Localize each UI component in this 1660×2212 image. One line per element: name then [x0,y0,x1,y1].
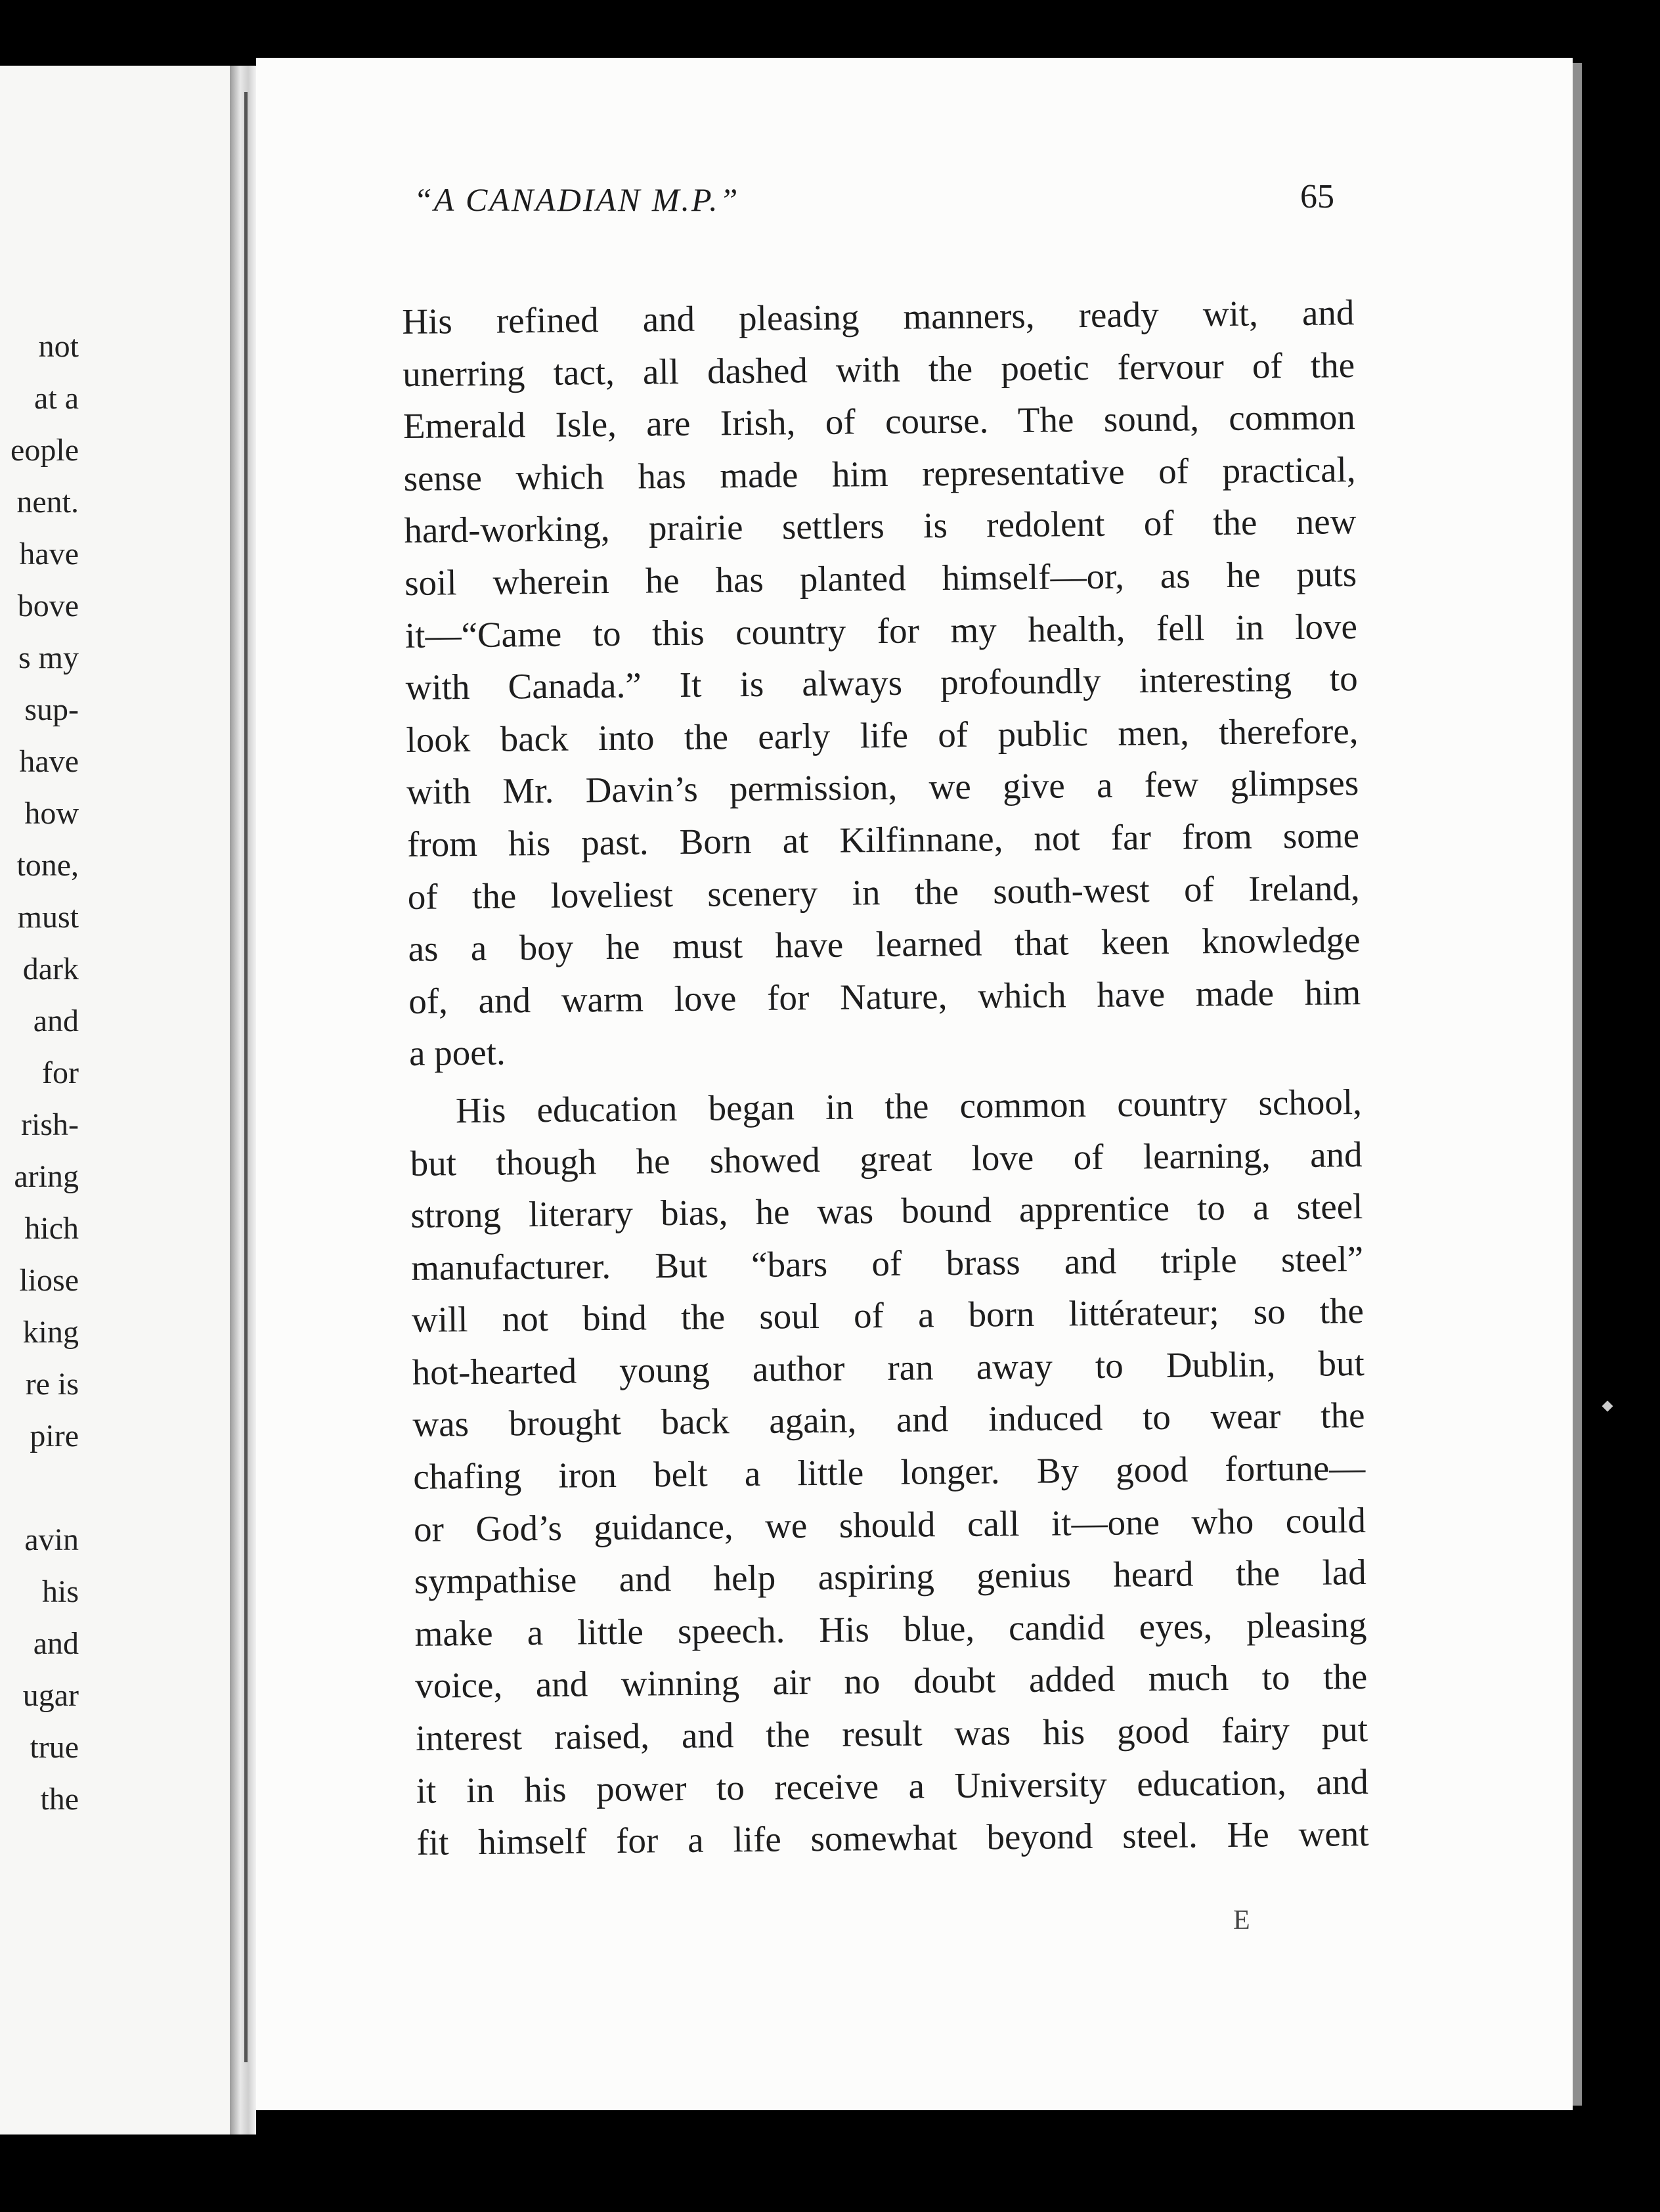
left-page-line: not [38,329,79,364]
left-page-line: liose [19,1263,79,1298]
text-line: sympathise and help aspiring genius heard the lad [414,1552,1367,1602]
text-line: His refined and pleasing manners, ready wit, and [402,292,1355,342]
text-line: strong literary bias, he was bound apprentice to a steel [410,1186,1363,1236]
text-line: it in his power to receive a University education, and [416,1761,1369,1811]
running-head: “A CANADIAN M.P.” [414,181,740,218]
text-line: look back into the early life of public men, therefore, [406,710,1359,760]
text-line: sense which has made him representative of practical, [403,449,1356,498]
text-line: it—“Came to this country for my health, fell in love [404,606,1358,655]
left-page-line: at a [34,381,79,416]
text-line: of the loveliest scenery in the south-west of Ireland, [407,867,1361,917]
left-page-line: the [40,1782,79,1817]
left-page-line: rish- [21,1107,79,1142]
text-line: His education began in the common country school, [455,1081,1363,1131]
text-line: of, and warm love for Nature, which have made him [408,971,1361,1021]
left-page-line: eople [11,433,79,468]
body-text [402,286,1369,1869]
left-page-line: his [41,1574,79,1609]
gutter-shadow-line [244,92,248,2062]
page-number: 65 [1300,178,1334,215]
text-line: soil wherein he has planted himself—or, as he puts [404,554,1357,603]
book-gutter [230,66,256,2135]
text-line: was brought back again, and induced to wear the [412,1395,1365,1445]
left-page-line: king [22,1315,79,1350]
text-line: with Mr. Davin’s permission, we give a few glimpses [406,763,1359,812]
left-page-line: sup- [24,692,79,727]
left-page-line: pire [30,1419,79,1453]
left-page-line: have [19,744,79,779]
left-page-line: tone, [16,848,79,883]
signature-mark: E [1233,1905,1250,1936]
left-page-line: re is [25,1367,79,1402]
text-line: hard-working, prairie settlers is redolent of the new [404,501,1357,551]
text-line: make a little speech. His blue, candid eyes, pleasing [414,1604,1367,1654]
left-page-line: have [19,537,79,571]
text-line: or God’s guidance, we should call it—one who could [413,1499,1366,1549]
left-page-line: how [24,796,79,831]
text-line: with Canada.” It is always profoundly interesting to [405,658,1358,708]
left-page-line: and [33,1004,79,1038]
text-line: but though he showed great love of learning, and [410,1134,1363,1183]
text-line: interest raised, and the result was his good fairy put [415,1709,1368,1758]
left-page-line: and [33,1626,79,1661]
text-line: from his past. Born at Kilfinnane, not far from some [406,814,1360,864]
text-line: fit himself for a life somewhat beyond steel. He went [416,1813,1369,1863]
left-page-line: bove [17,588,79,623]
text-line: voice, and winning air no doubt added much to the [415,1656,1368,1706]
left-page-line: nent. [16,485,79,520]
left-page-line: ugar [22,1678,79,1713]
left-page-line: hich [24,1211,79,1246]
left-page-line: true [30,1730,79,1765]
left-page-line: must [17,900,79,935]
text-line: will not bind the soul of a born littérateur; so the [411,1291,1365,1340]
left-page-line: avin [24,1522,79,1557]
text-line: a poet. [408,1032,506,1074]
page-edge-shadow [1573,63,1582,2106]
text-line: unerring tact, all dashed with the poetic fervour of the [402,344,1355,394]
left-page-line: s my [18,640,79,675]
left-page-line: dark [22,952,79,986]
left-page-line: for [42,1055,79,1090]
text-line: chafing iron belt a little longer. By good fortune— [412,1448,1366,1497]
scan-speck [1602,1401,1613,1412]
left-page-line: aring [14,1159,79,1194]
left-facing-page [0,66,230,2135]
text-line: as a boy he must have learned that keen knowledge [408,919,1361,969]
text-line: hot-hearted young author ran away to Dublin, but [412,1342,1365,1392]
text-line: Emerald Isle, are Irish, of course. The sound, common [403,397,1356,447]
text-line: manufacturer. But “bars of brass and triple steel” [410,1238,1364,1288]
